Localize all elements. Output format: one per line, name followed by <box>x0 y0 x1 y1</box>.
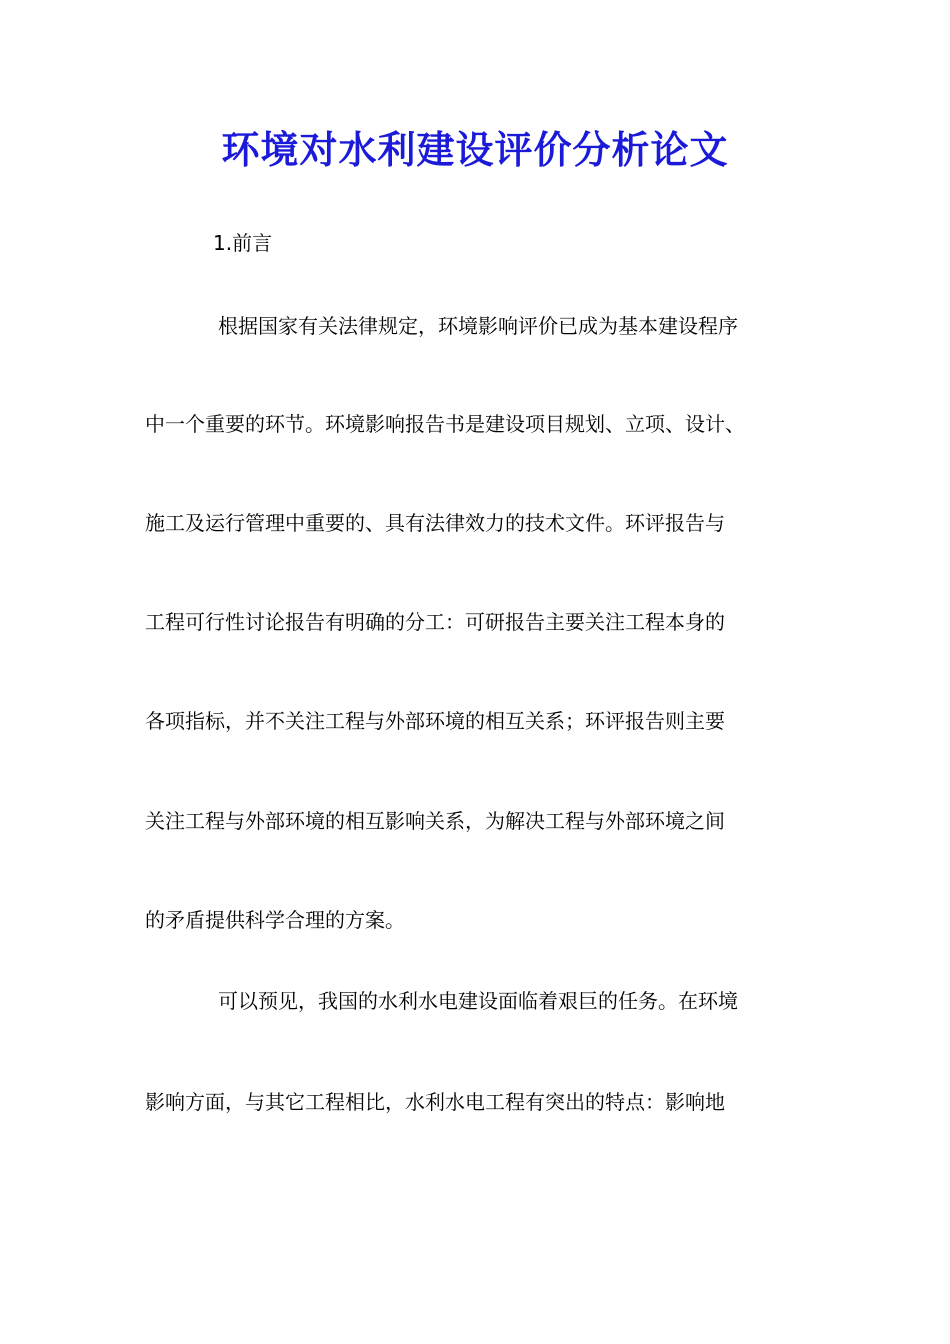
section-heading: 1.前言 <box>213 231 273 255</box>
paragraph-1-line-6: 关注工程与外部环境的相互影响关系，为解决工程与外部环境之间 <box>145 809 725 833</box>
paragraph-1-line-5: 各项指标，并不关注工程与外部环境的相互关系；环评报告则主要 <box>145 709 725 733</box>
paragraph-2-line-1: 可以预见，我国的水利水电建设面临着艰巨的任务。在环境 <box>218 989 738 1013</box>
paragraph-2-line-2: 影响方面，与其它工程相比，水利水电工程有突出的特点：影响地 <box>145 1090 725 1114</box>
document-title: 环境对水利建设评价分析论文 <box>221 127 729 172</box>
paragraph-1-line-1: 根据国家有关法律规定，环境影响评价已成为基本建设程序 <box>218 314 738 338</box>
paragraph-1-line-3: 施工及运行管理中重要的、具有法律效力的技术文件。环评报告与 <box>145 511 725 535</box>
paragraph-1-line-7: 的矛盾提供科学合理的方案。 <box>145 908 405 932</box>
paragraph-1-line-2: 中一个重要的环节。环境影响报告书是建设项目规划、立项、设计、 <box>145 412 745 436</box>
paragraph-1-line-4: 工程可行性讨论报告有明确的分工：可研报告主要关注工程本身的 <box>145 610 725 634</box>
